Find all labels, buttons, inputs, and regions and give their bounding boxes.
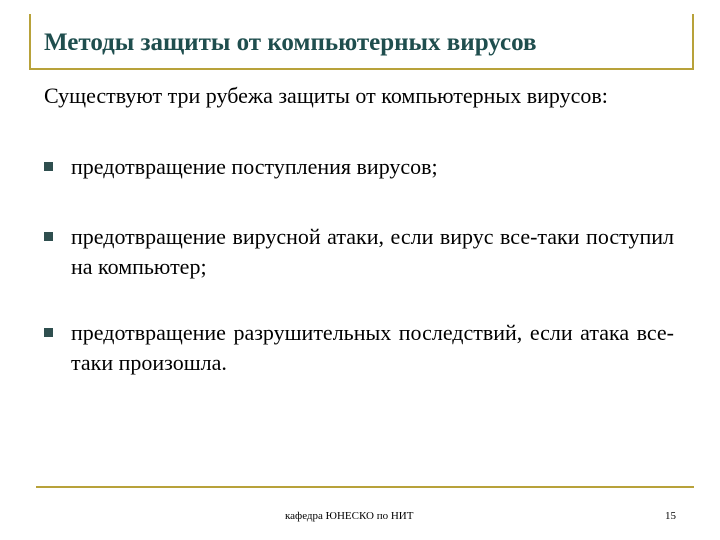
square-bullet-icon [44,232,53,241]
footer-text: кафедра ЮНЕСКО по НИТ [285,510,414,522]
slide-title: Методы защиты от компьютерных вирусов [44,29,537,56]
page-number: 15 [665,510,676,522]
intro-text: Существуют три рубежа защиты от компьютерных вирусов: [44,83,608,108]
bullet-item [44,152,674,182]
bullet-text: предотвращение вирусной атаки, если вирус все-таки поступил на компьютер; [71,224,674,279]
square-bullet-icon [44,162,53,171]
footer-divider [36,486,694,488]
square-bullet-icon [44,328,53,337]
bullet-item [44,318,674,378]
bullet-text: предотвращение поступления вирусов; [71,154,438,179]
bullet-item [44,222,674,282]
bullet-text: предотвращение разрушительных последствий, если атака все-таки произошла. [71,320,674,375]
